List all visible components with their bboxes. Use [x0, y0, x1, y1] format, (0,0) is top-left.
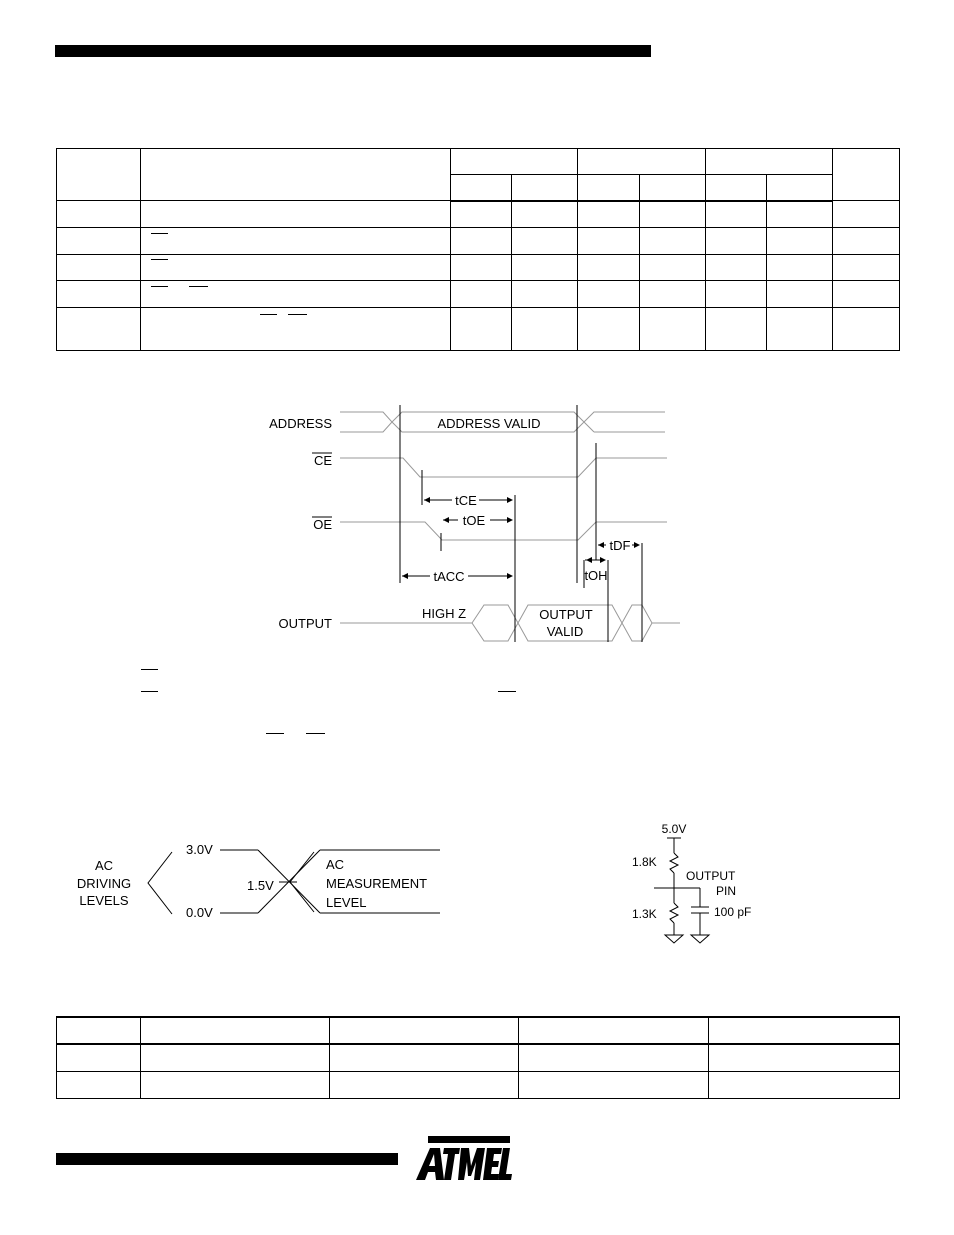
supply-label: 5.0V: [661, 822, 687, 836]
signal-label-ce: CE: [313, 453, 332, 468]
table-header-row: [57, 1017, 900, 1044]
r-bottom-label: 1.3K: [632, 907, 657, 921]
tdf-label: tDF: [609, 538, 631, 553]
address-valid-label: ADDRESS VALID: [437, 416, 541, 431]
high-z-label: HIGH Z: [421, 606, 467, 621]
ac-levels-diagram: [60, 835, 460, 925]
overline-mark: [141, 669, 158, 670]
v-mid-label: 1.5V: [247, 878, 274, 893]
table-row: [57, 1071, 900, 1098]
ac-driving-label-2: DRIVING: [76, 876, 132, 891]
ac-measurement-label-1: AC: [326, 857, 345, 872]
output-valid-label-1: OUTPUT: [539, 607, 593, 622]
v-high-label: 3.0V: [186, 842, 213, 857]
tce-label: tCE: [455, 493, 477, 508]
ac-measurement-label-3: LEVEL: [326, 895, 367, 910]
signal-label-output: OUTPUT: [278, 616, 332, 631]
signal-label-oe: OE: [313, 517, 332, 532]
footer-bar: [56, 1153, 398, 1165]
output-pin-label-1: OUTPUT: [686, 869, 736, 883]
r-top-label: 1.8K: [632, 855, 657, 869]
ac-driving-label-3: LEVELS: [79, 893, 129, 908]
v-low-label: 0.0V: [186, 905, 213, 920]
output-load-circuit: [620, 815, 780, 950]
output-valid-label-2: VALID: [546, 624, 584, 639]
output-pin-label-2: PIN: [716, 884, 737, 898]
ac-driving-label-1: AC: [94, 858, 114, 873]
overline-mark: [266, 733, 284, 734]
tacc-label: tACC: [433, 569, 465, 584]
toe-label: tOE: [462, 513, 486, 528]
overline-mark: [141, 691, 158, 692]
overline-mark: [498, 691, 516, 692]
toh-label: tOH: [584, 568, 608, 583]
cap-label: 100 pF: [714, 905, 752, 919]
ac-measurement-label-2: MEASUREMENT: [326, 876, 428, 891]
atmel-logo: [414, 1136, 512, 1186]
overline-mark: [306, 733, 325, 734]
signal-label-address: ADDRESS: [269, 416, 332, 431]
table-row: [57, 1044, 900, 1071]
pin-capacitance-table: [56, 1016, 900, 1099]
